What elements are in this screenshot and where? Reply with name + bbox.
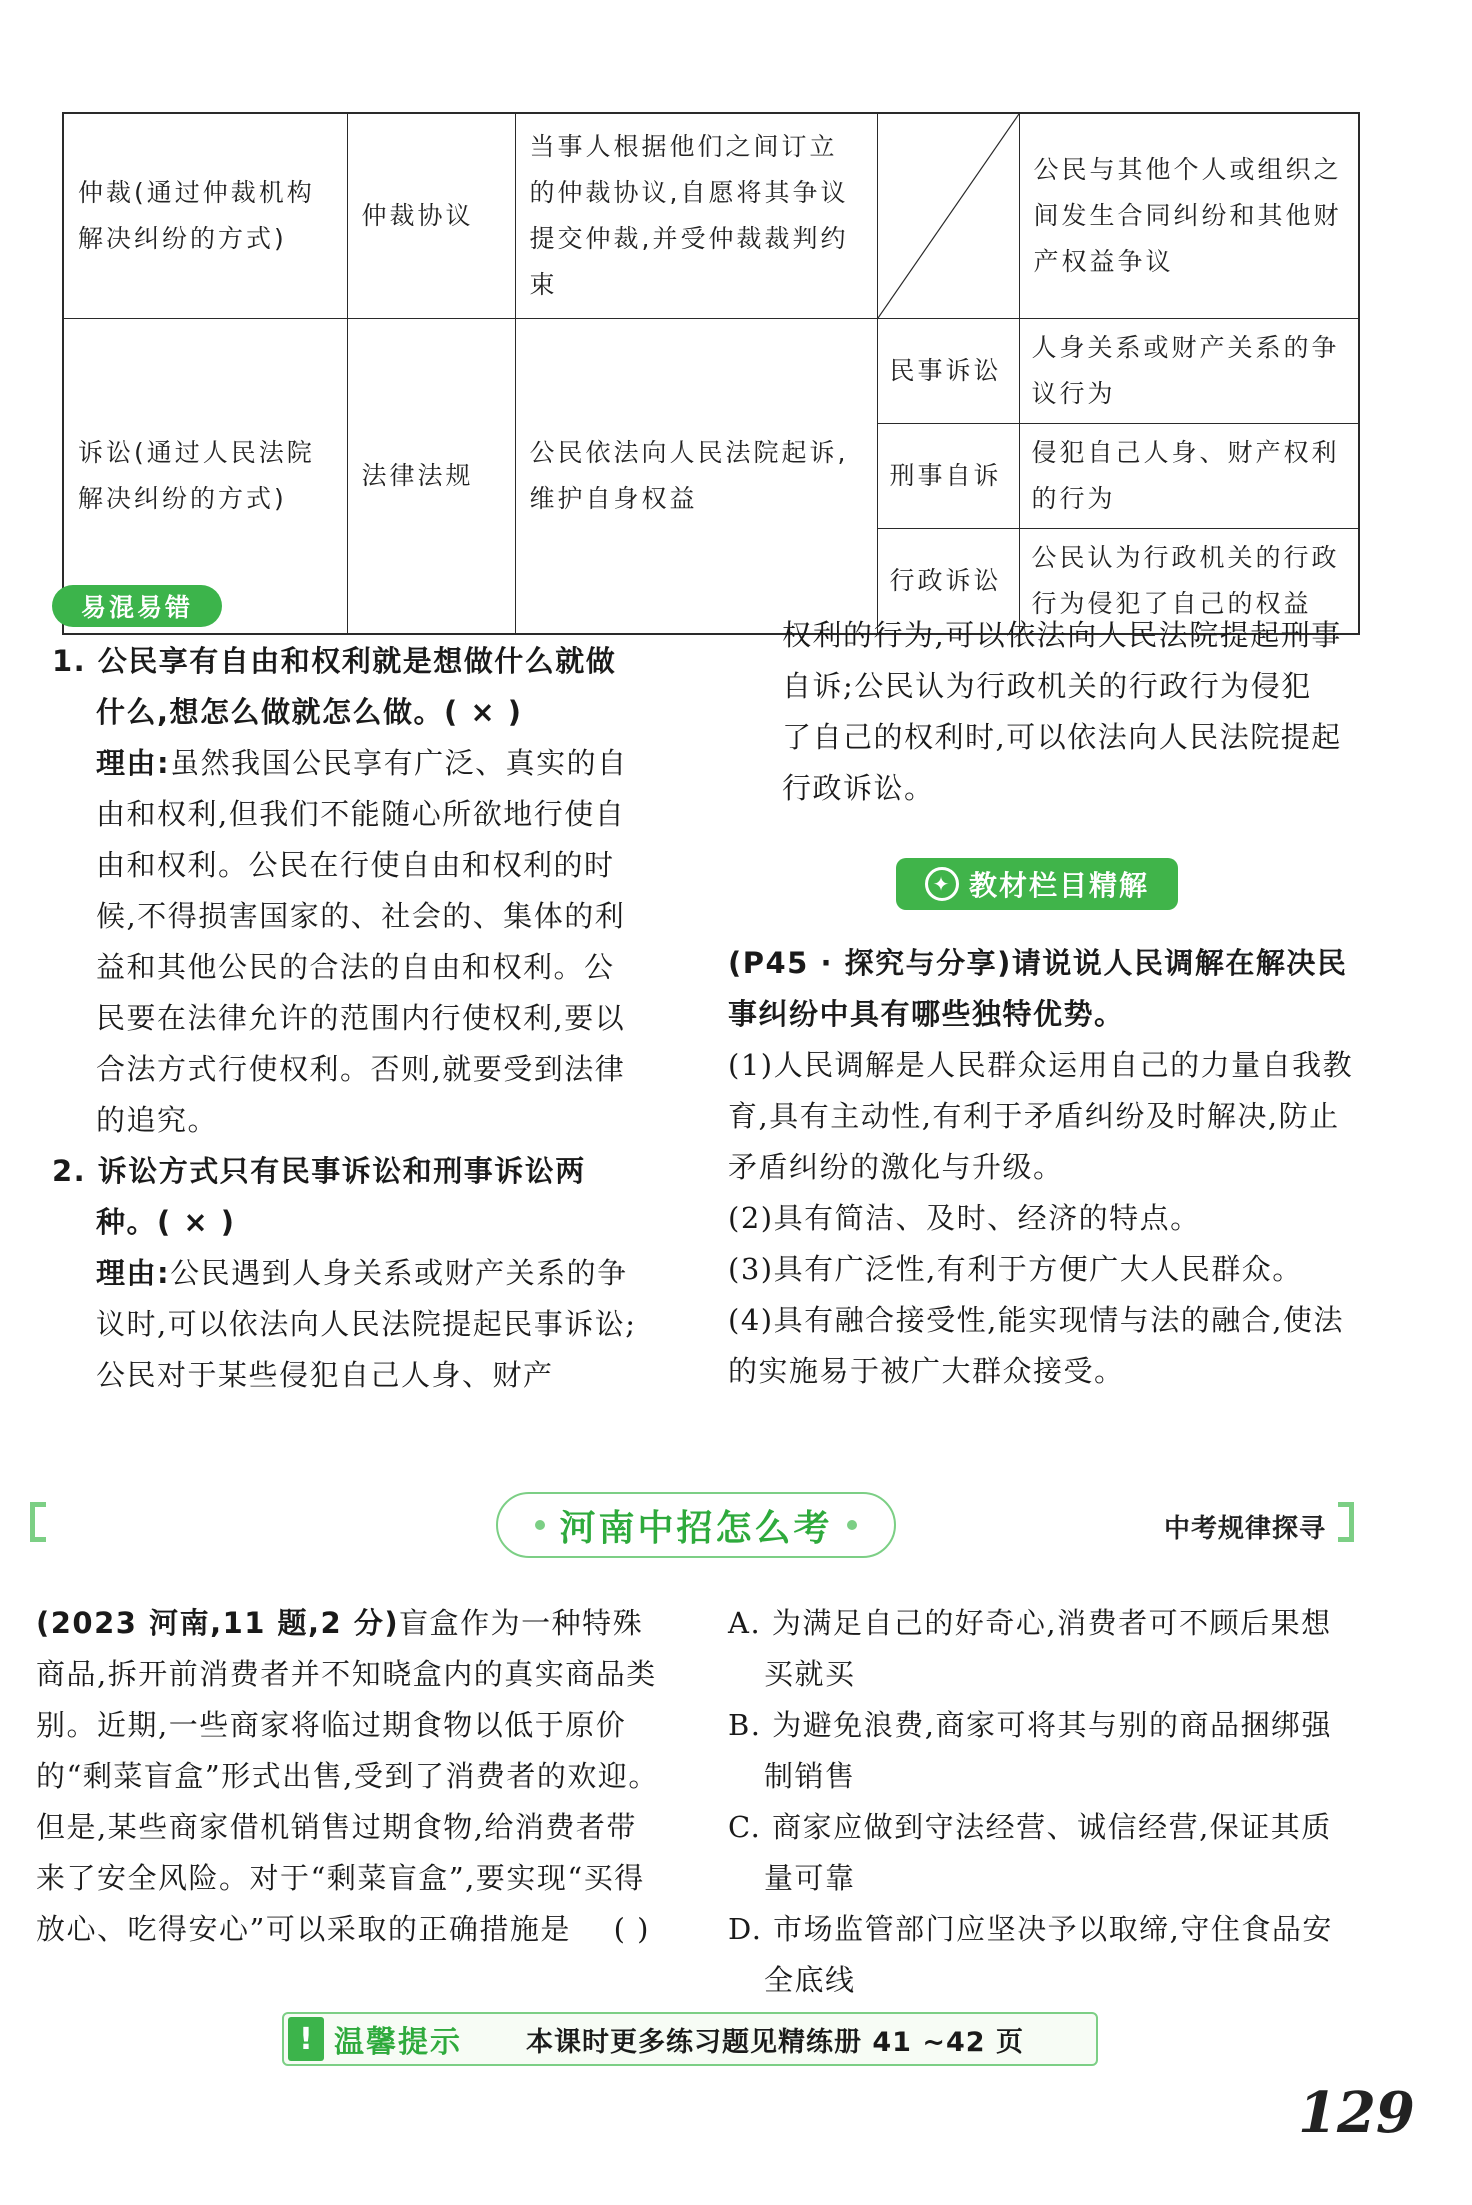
table-cell-scope: 公民与其他个人或组织之间发生合同纠纷和其他财产权益争议	[1019, 113, 1359, 319]
table-cell-condition: 公民依法向人民法院起诉,维护自身权益	[515, 319, 877, 635]
exam-options	[728, 1598, 1358, 2006]
dispute-resolution-table	[62, 112, 1360, 635]
exam-question	[36, 1598, 666, 1955]
exam-subtitle: 中考规律探寻	[1164, 1514, 1327, 1544]
exam-banner	[496, 1492, 896, 1558]
table-cell-condition: 当事人根据他们之间订立的仲裁协议,自愿将其争议提交仲裁,并受仲裁裁判约束	[515, 113, 877, 319]
table-cell-method: 仲裁(通过仲裁机构解决纠纷的方式)	[63, 113, 347, 319]
option-d: D. 市场监管部门应坚决予以取缔,守住食品安全底线	[728, 1912, 1333, 1997]
table-cell-method: 诉讼(通过人民法院解决纠纷的方式)	[63, 319, 347, 635]
confusion-reason-2	[52, 1248, 640, 1401]
textbook-tag-label: 教材栏目精解	[968, 869, 1149, 902]
answer-blank: ( )	[613, 1912, 650, 1946]
textbook-answer: (4)具有融合接受性,能实现情与法的融合,使法的实施易于被广大群众接受。	[728, 1303, 1345, 1388]
page-number: 129	[1298, 2080, 1415, 2146]
textbook-question: (P45 · 探究与分享)请说说人民调解在解决民事纠纷中具有哪些独特优势。	[728, 946, 1348, 1031]
confusion-question-1: 1. 公民享有自由和权利就是想做什么就做什么,想怎么做就怎么做。( × )	[52, 644, 617, 729]
tip-text: 本课时更多练习题见精练册 41 ~42 页	[526, 2026, 1024, 2058]
textbook-block	[728, 938, 1358, 1397]
dot-decoration	[847, 1520, 857, 1530]
exclamation-icon: !	[288, 2017, 324, 2061]
diagonal-line	[878, 114, 1019, 318]
textbook-answer: (1)人民调解是人民群众运用自己的力量自我教育,具有主动性,有利于矛盾纠纷及时解决,防止矛盾纠纷的激化与升级。	[728, 1048, 1354, 1184]
reason-label: 理由:	[96, 746, 171, 780]
confusion-reason-1	[52, 738, 640, 1146]
option-c: C. 商家应做到守法经营、诚信经营,保证其质量可靠	[728, 1810, 1332, 1895]
table-cell-scope: 侵犯自己人身、财产权利的行为	[1019, 424, 1359, 529]
diagonal-empty-cell	[877, 113, 1019, 319]
table-cell-basis: 法律法规	[347, 319, 515, 635]
reason-label: 理由:	[96, 1256, 171, 1290]
reason-text: 虽然我国公民享有广泛、真实的自由和权利,但我们不能随心所欲地行使自由和权利。公民在行使自由和权利的时候,不得损害国家的、社会的、集体的利益和其他公民的合法的自由和权利。公民要在法律允许的范围内行使权利,要以合法方式行使权利。否则,就要受到法律的追究。	[96, 746, 628, 1137]
exam-stem: 盲盒作为一种特殊商品,拆开前消费者并不知晓盒内的真实商品类别。近期,一些商家将临过期食物以低于原价的“剩菜盲盒”形式出售,受到了消费者的欢迎。但是,某些商家借机销售过期食物,给消费者带来了安全风险。对于“剩菜盲盒”,要实现“买得放心、吃得安心”可以采取的正确措施是	[36, 1606, 659, 1946]
reason-continuation: 权利的行为,可以依法向人民法院提起刑事自诉;公民认为行政机关的行政行为侵犯了自己的权利时,可以依法向人民法院提起行政诉讼。	[782, 618, 1342, 805]
right-bracket-decoration	[1338, 1502, 1354, 1542]
left-column	[52, 636, 640, 1401]
tip-label: 温馨提示	[334, 2025, 462, 2060]
table-cell-scope: 公民认为行政机关的行政行为侵犯了自己的权益	[1019, 529, 1359, 635]
exam-source: (2023 河南,11 题,2 分)	[36, 1606, 400, 1640]
textbook-answer: (3)具有广泛性,有利于方便广大人民群众。	[728, 1252, 1303, 1286]
lightbulb-icon: ✦	[925, 867, 959, 901]
confusion-section-tag: 易混易错	[52, 585, 222, 627]
table-cell-subtype: 行政诉讼	[877, 529, 1019, 635]
textbook-section-tag	[896, 858, 1178, 910]
dot-decoration	[535, 1520, 545, 1530]
tip-bar	[282, 2012, 1098, 2066]
left-bracket-decoration	[30, 1502, 46, 1542]
table-row	[63, 319, 1359, 424]
option-a: A. 为满足自己的好奇心,消费者可不顾后果想买就买	[728, 1606, 1332, 1691]
table-cell-basis: 仲裁协议	[347, 113, 515, 319]
table-cell-scope: 人身关系或财产关系的争议行为	[1019, 319, 1359, 424]
textbook-answer: (2)具有简洁、及时、经济的特点。	[728, 1201, 1201, 1235]
table-row	[63, 113, 1359, 319]
confusion-question-2: 2. 诉讼方式只有民事诉讼和刑事诉讼两种。( × )	[52, 1154, 586, 1239]
table-cell-subtype: 刑事自诉	[877, 424, 1019, 529]
table-cell-subtype: 民事诉讼	[877, 319, 1019, 424]
reason-text: 公民遇到人身关系或财产关系的争议时,可以依法向人民法院提起民事诉讼;公民对于某些侵犯自己人身、财产	[96, 1256, 637, 1392]
exam-banner-title: 河南中招怎么考	[559, 1507, 833, 1549]
option-b: B. 为避免浪费,商家可将其与别的商品捆绑强制销售	[728, 1708, 1332, 1793]
